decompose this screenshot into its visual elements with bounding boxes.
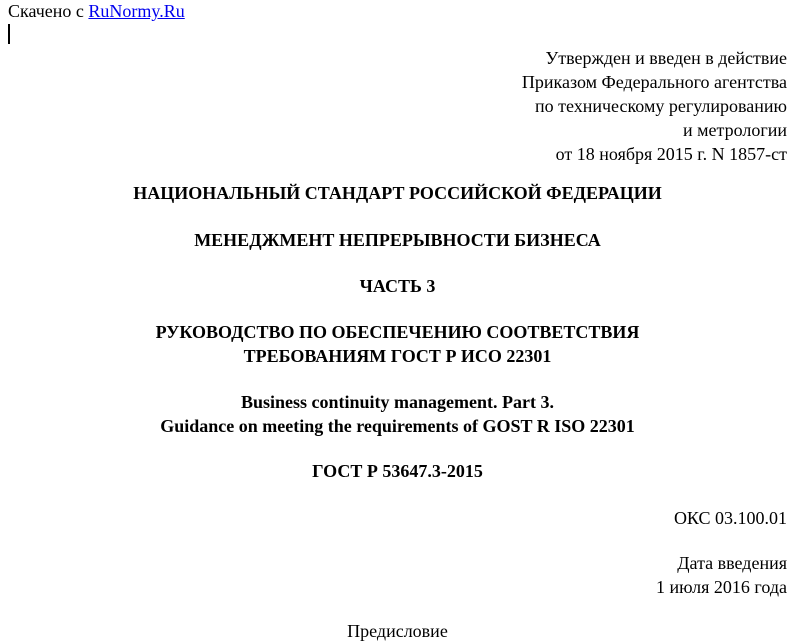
national-standard-heading: [0, 181, 790, 205]
source-link[interactable]: RuNormy.Ru: [88, 1, 185, 21]
approval-line: от 18 ноября 2015 г. N 1857-ст: [555, 144, 787, 164]
approval-line: по техническому регулированию: [534, 96, 787, 116]
document-title: [0, 228, 790, 252]
approval-line: Утвержден и введен в действие: [545, 48, 787, 68]
introduction-label: Дата введения: [677, 553, 787, 573]
source-line: [8, 1, 185, 21]
source-prefix: Скачено с: [8, 1, 89, 21]
gost-number-text: ГОСТ Р 53647.3-2015: [312, 461, 483, 481]
text-cursor: [8, 24, 10, 44]
introduction-date: 1 июля 2016 года: [656, 577, 787, 597]
english-title-line-2: Guidance on meeting the requirements of GOST R ISO 22301: [160, 416, 635, 436]
national-standard-text: НАЦИОНАЛЬНЫЙ СТАНДАРТ РОССИЙСКОЙ ФЕДЕРАЦИИ: [133, 183, 662, 203]
part-heading: [0, 274, 790, 298]
document-title-text: МЕНЕДЖМЕНТ НЕПРЕРЫВНОСТИ БИЗНЕСА: [194, 230, 601, 250]
english-title: [0, 390, 790, 438]
gost-number: [0, 459, 790, 483]
english-title-line-1: Business continuity management. Part 3.: [240, 392, 554, 412]
oks-code: ОКС 03.100.01: [673, 508, 787, 528]
preface-heading: Предисловие: [347, 621, 448, 641]
approval-line: Приказом Федерального агентства: [521, 72, 787, 92]
approval-line: и метрологии: [683, 120, 787, 140]
subtitle-line-2: ТРЕБОВАНИЯМ ГОСТ Р ИСО 22301: [243, 346, 552, 366]
approval-block: [522, 46, 787, 166]
part-heading-text: ЧАСТЬ 3: [359, 276, 436, 296]
introduction-date-block: [656, 551, 787, 599]
subtitle-line-1: РУКОВОДСТВО ПО ОБЕСПЕЧЕНИЮ СООТВЕТСТВИЯ: [155, 322, 640, 342]
document-subtitle: [0, 320, 790, 368]
